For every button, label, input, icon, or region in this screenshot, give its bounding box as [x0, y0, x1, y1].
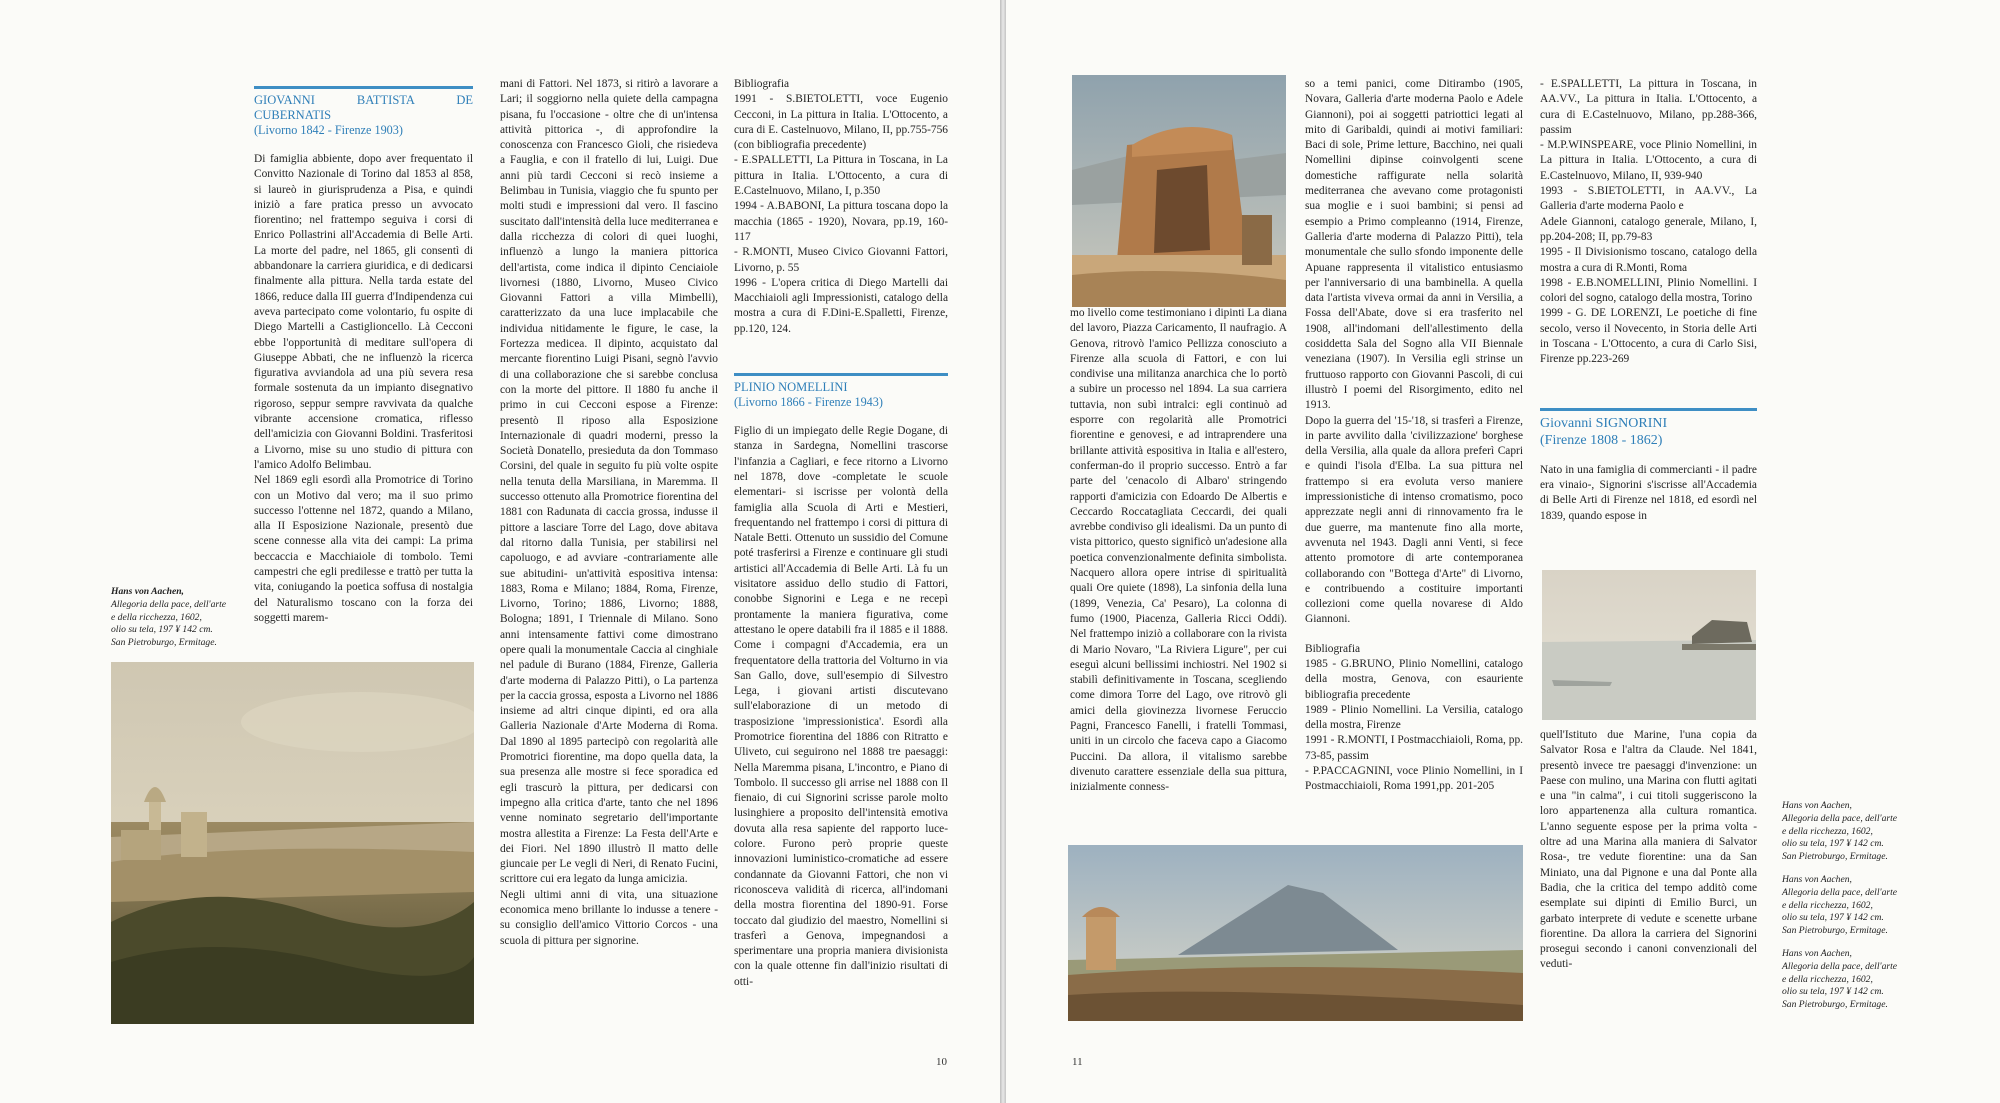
right-page: [1006, 0, 2000, 1103]
ruins-painting: [1072, 75, 1286, 307]
caption-line: Allegoria della pace, dell'arte: [1782, 812, 1898, 824]
page-number: 11: [1072, 1056, 1083, 1068]
caption-line: San Pietroburgo, Ermitage.: [1782, 925, 1888, 937]
painting-caption: [111, 586, 241, 650]
section-title: Giovanni SIGNORINI: [1540, 415, 1668, 431]
column-2: [1305, 77, 1523, 795]
section-title: PLINIO NOMELLINI: [734, 380, 848, 395]
caption-line: San Pietroburgo, Ermitage.: [1782, 999, 1888, 1011]
column-1: [1070, 306, 1287, 796]
painting-caption: [1782, 800, 1932, 864]
biography-text: quell'Istituto due Marine, l'una copia da Salvator Rosa e l'altra da Claude. Nel 1841, presentò invece tre paesaggi d'invenzione: un Paese con mulino, una Marina con flutti agitati e una "in calma", i cui titoli suggeriscono la loro appartenenza alla cultura romantica. L'anno seguente espose per la prima volta -oltre ad una Marina alla maniera di Salvator Rosa-, tre vedute fiorentine: una da San Miniato, una dal Pignone e una dal Ponte alla Badia, che la critica del tempo additò come esemplate sui dipinti di Emilio Burci, un garbato interprete di vedute e scenette urbane fiorentine. Da allora la carriera del Signorini prosegui secondo i canoni convenzionali del veduti-: [1540, 729, 1757, 971]
caption-line: Allegoria della pace, dell'arte: [1782, 960, 1898, 972]
column-3-continued: [1540, 728, 1757, 973]
caption-line: e della ricchezza, 1602,: [1782, 973, 1873, 985]
column-3: [734, 77, 948, 990]
biography-text: mo livello come testimoniano i dipinti La diana del lavoro, Piazza Caricamento, Il naufragio. A Genova, ritrovò l'amico Pellizza conosciuto a Firenze alla scuola di Fattori, e con lui condivise una militanza anarchica che lo portò a subire un processo nel 1894. La sua carriera tuttavia, non subì intralci: egli continuò ad esporre con regolarità alle Promotrici fiorentine e genovesi, e ad intraprendere una brillante attività espositiva in Italia e all'estero, conferman-do il proprio successo. Entrò a far parte del 'cenacolo di Albaro' stringendo rapporti d'amicizia con Edoardo De Albertis e Ceccardo Roccatagliata Ceccardi, dei quali avrebbe condiviso gli idealismi. Da un punto di vista pittorico, questo significò un'adesione alla poetica convenzionalmente definita simbolista. Nacquero allora opere intrise di spiritualità quali Ore quiete (1898), La sinfonia della luna (1899, Venezia, Ca' Pesaro), La colonna di fumo (1900, Piacenza, Galleria Ricci Oddi). Nel frattempo iniziò a collaborare con la rivista di Mario Novaro, "La Riviera Ligure", per cui eseguì alcuni bellissimi inchiostri. Nel 1902 si stabilì definitivamente in Toscana, scegliendo come dimora Torre del Lago, ove ritrovò gli amici della giovinezza livornese Feruccio Pagni, Francesco Fanelli, i fratelli Tommasi, uniti in un circolo che faceva capo a Giacomo Puccini. Da allora, il vitalismo sarebbe divenuto carattere essenziale della sua pittura, inizialmente conness-: [1070, 307, 1287, 794]
caption-line: olio su tela, 197 ¥ 142 cm.: [111, 624, 213, 636]
bibliography: Bibliografia 1985 - G.BRUNO, Plinio Nomellini, catalogo della mostra, Genova, con esauriente bibliografia precedente 1989 - Plinio Nomellini. La Versilia, catalogo della mostra, Firenze 1991 - R.MONTI, I Postmacchiaioli, Roma, pp. 73-85, passim - P.PACCAGNINI, voce Plinio Nomellini, in I Postmacchiaioli, Roma 1991,pp. 201-205: [1305, 642, 1523, 793]
caption-line: olio su tela, 197 ¥ 142 cm.: [1782, 912, 1884, 924]
section-signorini: [1540, 408, 1757, 524]
caption-line: e della ricchezza, 1602,: [1782, 825, 1873, 837]
section-rule: [254, 86, 473, 89]
caption-line: e della ricchezza, 1602,: [111, 611, 202, 623]
painting-caption: [1782, 874, 1932, 938]
bibliography: - E.SPALLETTI, La pittura in Toscana, in AA.VV., La pittura in Italia. L'Ottocento, a cura di E.Castelnuovo, Milano, pp.288-366, passim - M.P.WINSPEARE, voce Plinio Nomellini, in La pittura in Italia. L'Ottocento, a cura di E.Castelnuovo, Milano, II, 939-940 1993 - S.BIETOLETTI, in AA.VV., La Galleria d'arte moderna Paolo e Adele Giannoni, catalogo generale, Milano, I, pp.204-208; II, pp.79-83 1995 - Il Divisionismo toscano, catalogo della mostra a cura di R.Monti, Roma 1998 - E.B.NOMELLINI, Plinio Nomellini. I colori del sogno, catalogo della mostra, Torino 1999 - G. DE LORENZI, Le poetiche di fine secolo, verso il Novecento, in Storia delle Arti in Toscana - L'Ottocento, a cura di Carlo Sisi, Firenze pp.223-269: [1540, 78, 1757, 366]
caption-line: San Pietroburgo, Ermitage.: [111, 637, 217, 649]
caption-line: Hans von Aachen,: [1782, 800, 1852, 811]
biography-text: Figlio di un impiegato delle Regie Dogane, di stanza in Sardegna, Nomellini trascorse l'infanzia a Cagliari, e fece ritorno a Livorno nel 1878, dove -completate le scuole elementari- si iscrisse per volontà della famiglia alla Scuola di Arti e Mestieri, frequentando nel frattempo i corsi di pittura di Natale Betti. Ottenuto un sussidio del Comune poté trasferirsi a Firenze e continuare gli studi artistici all'Accademia di Belle Arti. Là fu un visitatore assiduo dello studio di Fattori, conobbe Signorini e Lega e ne recepì prontamente la maniera figurativa, come attestano le opere databili fra il 1885 e il 1888. Come i compagni d'Accademia, era un frequentatore della trattoria del Volturno in via San Gallo, dove, sull'esempio di Silvestro Lega, i giovani artisti discutevano sull'elaborazione di un metodo di trasposizione 'impressionistica'. Esordì alla Promotrice fiorentina del 1886 con Ritratto e Uliveto, cui seguirono nel 1888 tre paesaggi: Nella Maremma pisana, L'incontro, e Piano di Tombolo. Il successo gli arrise nel 1888 con Il fienaio, di cui Signorini scrisse parole molto lusinghiere a proposito dell'intensità emotiva dovuta alla resa sapiente del rapporto luce-colore. Furono però proprie queste innovazioni luministico-cromatiche ad essere condannate da Giovanni Fattori, che non vi riconosceva validità di ricerca, all'indomani della mostra fiorentina del 1890-91. Forse toccato dal giudizio del maestro, Nomellini si trasferì a Genova, impegnandosi a sperimentare una propria maniera divisionista con la quale ottenne fin dall'inizio risultati di otti-: [734, 425, 948, 988]
painting-caption: [1782, 948, 1932, 1012]
caption-line: Hans von Aachen,: [1782, 873, 1852, 885]
caption-line: Hans von Aachen,: [1782, 947, 1852, 959]
section-rule: [734, 373, 948, 376]
caption-sidebar: [1782, 800, 1932, 1022]
caption-line: olio su tela, 197 ¥ 142 cm.: [1782, 838, 1884, 850]
section-subtitle: (Firenze 1808 - 1862): [1540, 432, 1663, 448]
biography-text: so a temi panici, come Ditirambo (1905, Novara, Galleria d'arte moderna Paolo e Adele Giannoni), poi ai soggetti patriottici legati al mito di Garibaldi, quindi ai motivi familiari: Baci di sole, Prime letture, Bacchino, nei quali Nomellini dipinse coinvolgenti scene domestiche raffigurate nella solarità mediterranea che avevano come protagonisti sua moglie e i suoi bambini; si pensi ad esempio a Primo compleanno (1914, Firenze, Galleria d'arte moderna di Palazzo Pitti), tela monumentale che sullo sfondo imponente delle Apuane rappresenta il vitalistico entusiasmo per l'anniversario di una bambinella. A quella data l'artista viveva ormai da anni in Versilia, a Fossa dell'Abate, dove si era trasferito nel 1908, all'indomani dell'allestimento della cosiddetta Sala del Sogno alla VII Biennale veneziana (1907). In Versilia egli strinse un fruttuoso rapporto con Giovanni Pascoli, di cui illustrò I poemi del Risorgimento, edito nel 1913. Dopo la guerra del '15-'18, si trasferì a Firenze, in parte avvilito dalla 'civilizzazione' borghese della Versilia, alla quale da allora preferì Capri e quindi l'isola d'Elba. La sua pittura nel frattempo si era evoluta verso maniere impressionistiche di intenso cromatismo, poco apprezzate negli anni di rinnovamento fra le due guerre, ma mantenute fino alla morte, avvenuta nel 1943. Dagli anni Venti, si fece attento promotore di arte contemporanea collaborando con "Bottega d'Arte" di Livorno, e contribuendo a costituire importanti collezioni come quella novarese di Aldo Giannoni.: [1305, 78, 1523, 626]
section-subtitle: (Livorno 1866 - Firenze 1943): [734, 395, 883, 410]
caption-line: olio su tela, 197 ¥ 142 cm.: [1782, 986, 1884, 998]
biography-text: Nato in una famiglia di commercianti - il padre era vinaio-, Signorini s'iscrisse all'Accademia di Belle Arti di Firenze nel 1818, ed esordì nel 1839, quando espose in: [1540, 463, 1757, 522]
column-cubernatis: [254, 86, 473, 626]
caption-line: Allegoria della pace, dell'arte: [111, 598, 227, 610]
column-2: [500, 77, 718, 949]
page-number: 10: [936, 1056, 947, 1068]
bibliography: Bibliografia 1991 - S.BIETOLETTI, voce Eugenio Cecconi, in La pittura in Italia. L'Ottocento, a cura di E. Castelnuovo, Milano, II, pp.755-756 (con bibliografia precedente) - E.SPALLETTI, La Pittura in Toscana, in La pittura in Italia. L'Ottocento, a cura di E.Castelnuovo, Milano, I, p.350 1994 - A.BABONI, La pittura toscana dopo la macchia (1865 - 1920), Novara, pp.19, 160-117 - R.MONTI, Museo Civico Giovanni Fattori, Livorno, p. 55 1996 - L'opera critica di Diego Martelli dai Macchiaioli agli Impressionisti, catalogo della mostra a cura di F.Dini-E.Spalletti, Firenze, pp.120, 124.: [734, 78, 948, 335]
caption-author: Hans von Aachen,: [111, 586, 184, 597]
biography-text: Di famiglia abbiente, dopo aver frequentato il Convitto Nazionale di Torino dal 1853 al 858, si laureò in giurisprudenza a Pisa, e quindi iniziò a fare pratica presso un avvocato fiorentino; nel frattempo seguiva i corsi di Enrico Pollastrini all'Accademia di Belle Arti. La morte del padre, nel 1865, gli consentì di abbandonare la carriera giuridica, e di dedicarsi finalmente alla pittura. Nella tarda estate del 1866, reduce dalla III guerra d'Indipendenza cui aveva partecipato come volontario, fu ospite di Diego Martelli a Castiglioncello. Là Cecconi ebbe l'opportunità di meditare sull'opera di Giuseppe Abbati, che ne influenzò la ricerca figurativa avviandola ad una più severa resa formale sostenuta da un impianto disegnativo rigoroso, seppur sempre ravvivata da qualche vibrante accensione cromatica, riflesso dell'amicizia con Giovanni Boldini. Trasferitosi a Livorno, mise su uno studio di pittura con l'amico Adolfo Belimbau. Nel 1869 egli esordì alla Promotrice di Torino con un Motivo dal vero; ma il suo primo successo l'ottenne nel 1872, quando a Milano, alla II Esposizione Nazionale, presentò due scene connesse alla vita dei campi: La prima beccaccia e Macchiaiole di tombolo. Temi campestri che egli predilesse e trattò per tutta la vita, coniugando la poetica soffusa di nostalgia del Naturalismo toscano con la forza dei soggetti marem-: [254, 153, 473, 624]
column-3: [1540, 77, 1757, 524]
caption-line: San Pietroburgo, Ermitage.: [1782, 851, 1888, 863]
cityscape-painting: [111, 662, 474, 1024]
caption-line: e della ricchezza, 1602,: [1782, 899, 1873, 911]
caption-line: Allegoria della pace, dell'arte: [1782, 886, 1898, 898]
landscape-painting: [1068, 845, 1523, 1021]
section-rule: [1540, 408, 1757, 411]
seascape-painting: [1542, 570, 1756, 720]
section-nomellini: [734, 373, 948, 990]
section-subtitle: (Livorno 1842 - Firenze 1903): [254, 123, 403, 137]
section-title: GIOVANNI BATTISTA DE CUBERNATIS: [254, 93, 473, 122]
biography-text: mani di Fattori. Nel 1873, si ritirò a lavorare a Lari; il soggiorno nella quiete della campagna pisana, fu l'occasione - oltre che di un'intensa attività pittorica -, di approfondire la conoscenza con Francesco Gioli, che risiedeva a Fauglia, e con il fratello di lui, Luigi. Due anni più tardi Cecconi si recò insieme a Belimbau in Tunisia, viaggio che fu spunto per molti studi e impressioni dal vero. Il fascino suscitato dall'intensità della luce mediterranea e dalla ricchezza di colori di quei luoghi, influenzò a lungo la maniera pittorica dell'artista, come indica il dipinto Cenciaiole livornesi (1880, Livorno, Museo Civico Giovanni Fattori a villa Mimbelli), caratterizzato da una luce implacabile che individua nitidamente le figure, le case, la Fortezza medicea. Il dipinto, acquistato dal mercante fiorentino Luigi Pisani, segnò l'avvio di una collaborazione che si sarebbe conclusa con la morte del pittore. Il 1880 fu anche il primo in cui Cecconi espose a Firenze: presentò Il riposo alla Esposizione Internazionale di quadri moderni, presso la Società Donatello, presieduta da don Tommaso Corsini, del quale in seguito fu più volte ospite nella tenuta della Marsiliana, in Maremma. Il successo ottenuto alla Promotrice fiorentina del 1881 con Radunata di caccia grossa, indusse il pittore a lasciare Torre del Lago, dove abitava dal ritorno dalla Tunisia, per stabilirsi nel capoluogo, e ad avviare -contrariamente alle sue abitudini- un'attività espositiva intensa: 1883, Roma e Milano; 1884, Roma, Firenze, Livorno, Torino; 1886, Livorno; 1888, Bologna; 1891, I Triennale di Milano. Sono anni intensamente fattivi come dimostrano opere quali la monumentale Caccia al cinghiale nel padule di Burano (1884, Firenze, Galleria d'arte moderna di Palazzo Pitti), o La partenza per la caccia grossa, esposta a Livorno nel 1886 insieme ad altri cinque dipinti, ed ora alla Galleria Nazionale d'Arte Moderna di Roma. Dal 1890 al 1895 partecipò con regolarità alle Promotrici fiorentine, ma dopo quella data, la sua presenza alle mostre si fece sporadica ed egli trascurò la pittura, per dedicarsi con impegno alla critica d'arte, tanto che nel 1896 venne nominato segretario dell'importante mostra allestita a Firenze: La Festa dell'Arte e dei Fiori. Nel 1890 illustrò Il matto delle giuncaie per Le vegli di Neri, di Renato Fucini, scrittore cui era legato da lunga amicizia. Negli ultimi anni di vita, una situazione economica meno brillante lo indusse a tenere - su consiglio dell'amico Vittorio Corcos - una scuola di pittura per signorine.: [500, 78, 718, 947]
